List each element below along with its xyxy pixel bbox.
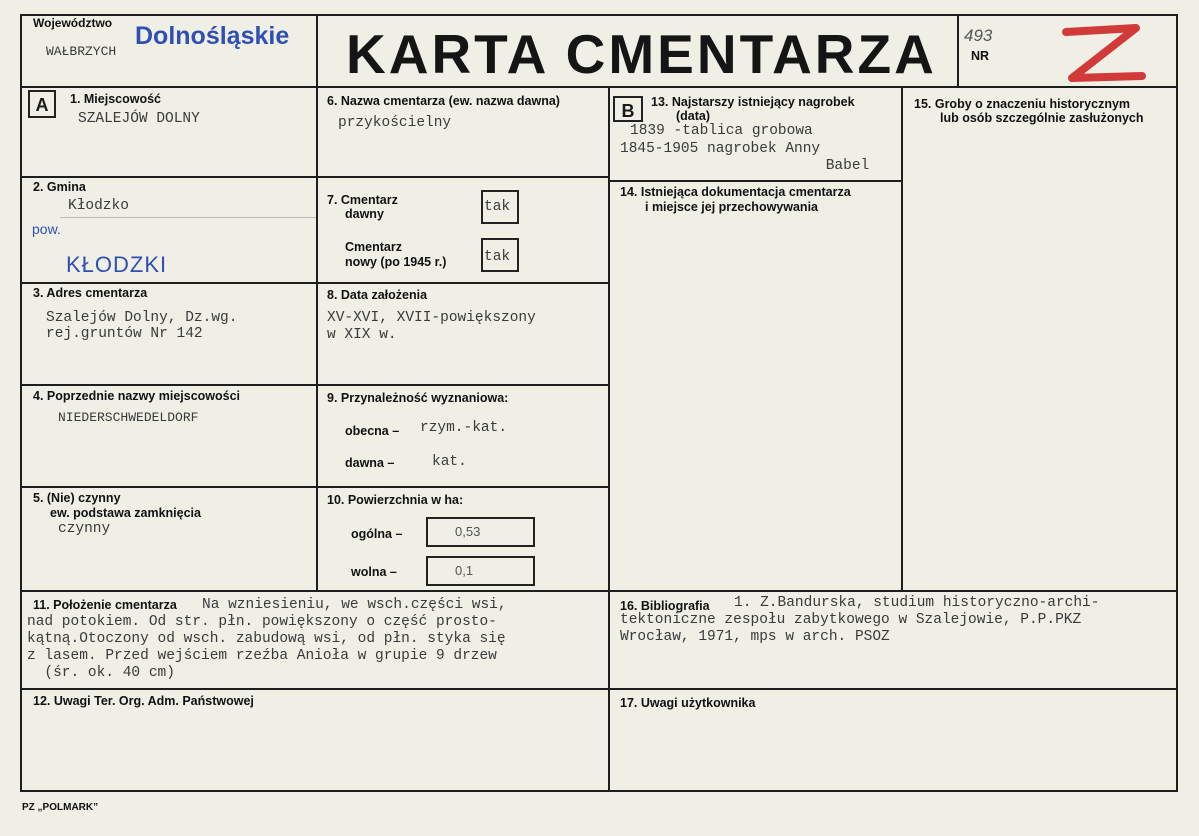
voivodeship-stamp: Dolnośląskie bbox=[135, 22, 290, 50]
row-line-a1 bbox=[20, 176, 610, 178]
col-divider-1 bbox=[316, 86, 318, 590]
f11-line-1: Na wzniesieniu, we wsch.części wsi, bbox=[202, 597, 507, 613]
row-line-b1 bbox=[608, 180, 903, 182]
f7-old-label: 7. Cmentarz bbox=[327, 193, 398, 207]
f14-label-2: i miejsce jej przechowywania bbox=[645, 200, 818, 214]
f13-label: 13. Najstarszy istniejący nagrobek bbox=[651, 95, 855, 109]
f4-value: NIEDERSCHWEDELDORF bbox=[58, 410, 199, 425]
voivodeship-label: Województwo bbox=[33, 16, 113, 30]
f9-former-label: dawna – bbox=[345, 456, 395, 470]
f3-value-1: Szalejów Dolny, Dz.wg. bbox=[46, 310, 238, 326]
frame-right bbox=[1176, 14, 1178, 792]
section-b-badge: B bbox=[613, 96, 643, 122]
nr-label: NR bbox=[971, 49, 990, 63]
f10-free-box bbox=[426, 556, 535, 586]
f15-label-2: lub osób szczególnie zasłużonych bbox=[940, 111, 1144, 125]
header-divider bbox=[20, 86, 1178, 88]
f4-label: 4. Poprzednie nazwy miejscowości bbox=[33, 389, 241, 403]
f2-pow-handwritten: pow. bbox=[32, 221, 61, 237]
f11-label: 11. Położenie cmentarza bbox=[33, 598, 177, 612]
f7-new-value: tak bbox=[484, 249, 511, 265]
f5-label: 5. (Nie) czynny bbox=[33, 491, 121, 505]
header-vertical-2 bbox=[957, 14, 959, 88]
f5-label-2: ew. podstawa zamknięcia bbox=[50, 506, 201, 520]
f7-old-value: tak bbox=[484, 199, 511, 215]
voivodeship-typed: WAŁBRZYCH bbox=[46, 44, 117, 59]
f6-label: 6. Nazwa cmentarza (ew. nazwa dawna) bbox=[327, 94, 560, 108]
f16-label: 16. Bibliografia bbox=[620, 599, 710, 613]
f2-label: 2. Gmina bbox=[33, 180, 86, 194]
f9-label: 9. Przynależność wyznaniowa: bbox=[327, 391, 509, 405]
f16-line-3: Wrocław, 1971, mps w arch. PSOZ bbox=[620, 629, 890, 645]
f10-label: 10. Powierzchnia w ha: bbox=[327, 493, 464, 507]
f2-value: Kłodzko bbox=[68, 198, 129, 214]
f7-new-label: Cmentarz bbox=[345, 240, 402, 254]
f8-value-1: XV-XVI, XVII-powiększony bbox=[327, 310, 536, 326]
f11-line-4: z lasem. Przed wejściem rzeźba Anioła w grupie 9 drzew bbox=[27, 648, 497, 664]
f12-label: 12. Uwagi Ter. Org. Adm. Państwowej bbox=[33, 694, 254, 708]
f9-former-value: kat. bbox=[432, 454, 467, 470]
f10-free-value: 0,1 bbox=[455, 563, 474, 578]
row-line-main bbox=[20, 590, 1178, 592]
f13-line-1: 1839 -tablica grobowa bbox=[630, 123, 813, 139]
f16-line-2: tektoniczne zespołu zabytkowego w Szalejowie, P.P.PKZ bbox=[620, 612, 1082, 628]
f9-current-value: rzym.-kat. bbox=[420, 420, 508, 436]
row-line-a2 bbox=[20, 282, 610, 284]
col-divider-3 bbox=[901, 86, 903, 590]
f11-line-3: kątną.Otoczony od wsch. zabudową wsi, od płn. styka się bbox=[27, 631, 506, 647]
frame-top bbox=[20, 14, 1178, 16]
f8-value-2: w XIX w. bbox=[327, 327, 397, 343]
f13-label-date: (data) bbox=[676, 109, 711, 123]
f7-old-label-2: dawny bbox=[345, 207, 384, 221]
f14-label: 14. Istniejąca dokumentacja cmentarza bbox=[620, 185, 851, 199]
f13-line-2: 1845-1905 nagrobek Anny bbox=[620, 141, 821, 157]
section-a-badge: A bbox=[28, 90, 56, 118]
row-line-lower bbox=[20, 688, 1178, 690]
frame-left bbox=[20, 14, 22, 792]
f15-label: 15. Groby o znaczeniu historycznym bbox=[914, 97, 1131, 111]
col-divider-2 bbox=[608, 86, 610, 790]
f5-value: czynny bbox=[58, 521, 111, 537]
f11-line-2: nad potokiem. Od str. płn. powiększony o część prosto- bbox=[27, 614, 497, 630]
card-title: KARTA CMENTARZA bbox=[346, 23, 937, 85]
category-z-mark bbox=[1058, 22, 1146, 86]
f10-free-label: wolna – bbox=[351, 565, 397, 579]
printer-footer: PZ „POLMARK” bbox=[22, 802, 99, 813]
f3-value-2: rej.gruntów Nr 142 bbox=[46, 326, 203, 342]
row-line-a3 bbox=[20, 384, 610, 386]
f10-total-value: 0,53 bbox=[455, 524, 481, 539]
f6-value: przykościelny bbox=[338, 115, 452, 131]
f1-label: 1. Miejscowość bbox=[70, 92, 162, 106]
f8-label: 8. Data założenia bbox=[327, 288, 428, 302]
f11-line-5: (śr. ok. 40 cm) bbox=[27, 665, 175, 681]
f10-total-box bbox=[426, 517, 535, 547]
f1-value: SZALEJÓW DOLNY bbox=[78, 111, 200, 127]
nr-handwritten: 493 bbox=[964, 26, 993, 45]
f9-current-label: obecna – bbox=[345, 424, 400, 438]
f17-label: 17. Uwagi użytkownika bbox=[620, 696, 756, 710]
f2-powiat-handwritten: KŁODZKI bbox=[66, 252, 168, 277]
f2-underline bbox=[60, 217, 316, 218]
f3-label: 3. Adres cmentarza bbox=[33, 286, 148, 300]
frame-bottom bbox=[20, 790, 1178, 792]
f13-line-3: Babel bbox=[730, 158, 870, 174]
row-line-a4 bbox=[20, 486, 610, 488]
f10-total-label: ogólna – bbox=[351, 527, 403, 541]
f7-new-label-2: nowy (po 1945 r.) bbox=[345, 255, 447, 269]
header-vertical-1 bbox=[316, 14, 318, 88]
f16-line-1: 1. Z.Bandurska, studium historyczno-archi- bbox=[734, 595, 1100, 611]
